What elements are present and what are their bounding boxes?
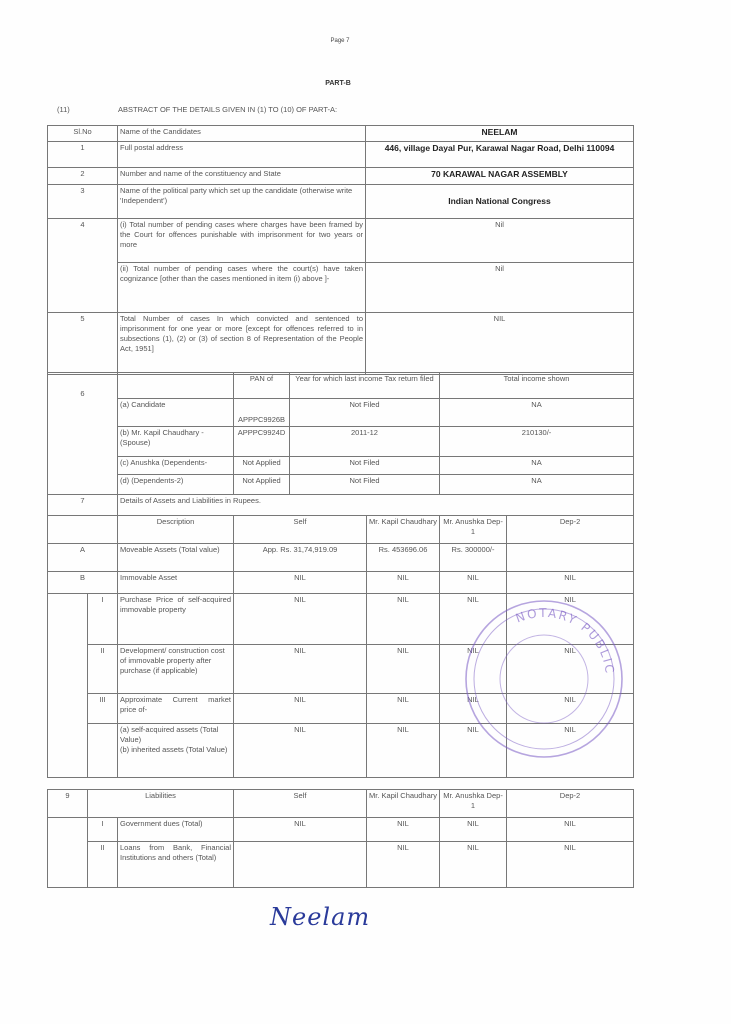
sl-no: 7 (48, 495, 118, 516)
handwritten-signature: Neelam (270, 903, 371, 931)
table-row (48, 457, 634, 475)
part-heading: PART-B (325, 80, 351, 87)
inherited-label: (b) inherited assets (Total Value) (120, 745, 228, 755)
sub-no: I (88, 594, 118, 645)
income-header: Total income shown (440, 373, 634, 399)
pan-number: APPPC9924D (234, 427, 290, 457)
row-label: Development/ construction cost of immovable property after purchase (if applicable) (118, 645, 234, 694)
table-row (48, 185, 634, 219)
dep2-value: NIL (507, 694, 634, 724)
row-label: (ii) Total number of pending cases where the court(s) have taken cognizance [other than the cases mentioned in item (i) above ]- (118, 263, 366, 313)
return-year: Not Filed (290, 475, 440, 495)
dep1-value: NIL (440, 572, 507, 594)
sub-no: II (88, 842, 118, 888)
table-row (48, 475, 634, 495)
spouse-value: NIL (367, 645, 440, 694)
row-label: Purchase Price of self-acquired immovable property (118, 594, 234, 645)
table-row (48, 219, 634, 263)
sl-no: 2 (48, 168, 118, 185)
sl-no: 3 (48, 185, 118, 219)
year-header: Year for which last income Tax return filed (290, 373, 440, 399)
total-income: NA (440, 457, 634, 475)
dep2-value (507, 544, 634, 572)
spouse-value: NIL (367, 724, 440, 778)
return-year: 2011-12 (290, 427, 440, 457)
table-row (48, 495, 634, 516)
spouse-value: NIL (367, 842, 440, 888)
dep2-header: Dep-2 (507, 790, 634, 818)
dep2-value: NIL (507, 594, 634, 645)
dep1-header: Mr. Anushka Dep-1 (440, 516, 507, 544)
spouse-header: Mr. Kapil Chaudhary (367, 516, 440, 544)
self-value: App. Rs. 31,74,919.09 (234, 544, 367, 572)
sub-no: I (88, 818, 118, 842)
dep1-value: NIL (440, 724, 507, 778)
table-row (48, 313, 634, 375)
person-label: (a) Candidate (118, 399, 234, 427)
dep2-value: NIL (507, 645, 634, 694)
sub-no: II (88, 645, 118, 694)
row-label: Approximate Current market price of- (118, 694, 234, 724)
blank-cell (48, 516, 118, 544)
dep2-value: NIL (507, 572, 634, 594)
pan-header: PAN of (234, 373, 290, 399)
return-year: Not Filed (290, 457, 440, 475)
table-row (48, 594, 634, 645)
self-value: NIL (234, 694, 367, 724)
row-label: Number and name of the constituency and State (118, 168, 366, 185)
political-party: Indian National Congress (366, 185, 634, 219)
candidate-details-table (47, 125, 634, 375)
spouse-value: Rs. 453696.06 (367, 544, 440, 572)
row-label: Government dues (Total) (118, 818, 234, 842)
table-row (48, 544, 634, 572)
dep1-value: NIL (440, 842, 507, 888)
row-label: (i) Total number of pending cases where charges have been framed by the Court for offences punishable with imprisonment for two years or more (118, 219, 366, 263)
total-income: NA (440, 475, 634, 495)
self-value: NIL (234, 645, 367, 694)
liabilities-table (47, 789, 634, 888)
row-label: Full postal address (118, 142, 366, 168)
sub-no: III (88, 694, 118, 724)
table-row (48, 724, 634, 778)
dep2-value: NIL (507, 724, 634, 778)
self-value (234, 842, 367, 888)
table-row (48, 645, 634, 694)
dep1-value: Rs. 300000/- (440, 544, 507, 572)
row-label: Immovable Asset (118, 572, 234, 594)
pan-number: Not Applied (234, 457, 290, 475)
sl-no-header: Sl.No (48, 126, 118, 142)
person-label: (c) Anushka (Dependents- (118, 457, 234, 475)
assets-title: Details of Assets and Liabilities in Rupees. (118, 495, 634, 516)
table-row (48, 842, 634, 888)
stamp-text: NOTARY PUBLIC (513, 605, 617, 676)
total-income: 210130/- (440, 427, 634, 457)
dep1-value: NIL (440, 594, 507, 645)
page-number: Page 7 (330, 38, 350, 44)
assets-table (47, 494, 634, 778)
candidate-name: NEELAM (366, 126, 634, 142)
blank-cell (48, 594, 88, 778)
table-row (48, 142, 634, 168)
self-value: NIL (234, 818, 367, 842)
constituency: 70 KARAWAL NAGAR ASSEMBLY (366, 168, 634, 185)
blank-cell (48, 818, 88, 888)
postal-address: 446, village Dayal Pur, Karawal Nagar Road, Delhi 110094 (366, 142, 634, 168)
table-row (48, 572, 634, 594)
section-number: (11) (57, 105, 70, 114)
total-income: NA (440, 399, 634, 427)
description-header: Description (118, 516, 234, 544)
table-row (48, 399, 634, 427)
row-label: Total Number of cases In which convicted and sentenced to imprisonment for one year or more [except for offences referred to in subsections (1), (2) or (3) of section 8 of Representation of the People Act, 1951] (118, 313, 366, 375)
self-acquired-label: (a) self-acquired assets (Total Value) (120, 725, 219, 745)
self-header: Self (234, 516, 367, 544)
sl-no: B (48, 572, 118, 594)
sl-no: 1 (48, 142, 118, 168)
abstract-heading: ABSTRACT OF THE DETAILS GIVEN IN (1) TO (10) OF PART-A: (118, 105, 338, 114)
self-value: NIL (234, 724, 367, 778)
liabilities-header: Liabilities (88, 790, 234, 818)
sl-no: 9 (48, 790, 88, 818)
table-row (48, 126, 634, 142)
self-header: Self (234, 790, 367, 818)
row-label: Name of the Candidates (118, 126, 366, 142)
table-row (48, 818, 634, 842)
spouse-value: NIL (367, 572, 440, 594)
blank-cell (118, 373, 234, 399)
return-year: Not Filed (290, 399, 440, 427)
pan-number: APPPC9926B (234, 399, 290, 427)
income-tax-table (47, 372, 634, 495)
dep2-value: NIL (507, 818, 634, 842)
spouse-value: NIL (367, 694, 440, 724)
convicted-cases: NIL (366, 313, 634, 375)
person-label: (b) Mr. Kapil Chaudhary - (Spouse) (118, 427, 234, 457)
table-row (48, 373, 634, 399)
table-row (48, 427, 634, 457)
table-row (48, 263, 634, 313)
dep2-value: NIL (507, 842, 634, 888)
spouse-value: NIL (367, 594, 440, 645)
dep1-value: NIL (440, 818, 507, 842)
pending-cases-cognizance: Nil (366, 263, 634, 313)
row-label: Loans from Bank, Financial Institutions and others (Total) (118, 842, 234, 888)
spouse-header: Mr. Kapil Chaudhary (367, 790, 440, 818)
table-row (48, 516, 634, 544)
sl-no: A (48, 544, 118, 572)
dep1-value: NIL (440, 694, 507, 724)
blank-cell (88, 724, 118, 778)
dep1-value: NIL (440, 645, 507, 694)
table-row (48, 168, 634, 185)
table-row (48, 790, 634, 818)
person-label: (d) (Dependents-2) (118, 475, 234, 495)
spouse-value: NIL (367, 818, 440, 842)
pan-number: Not Applied (234, 475, 290, 495)
row-label: Moveable Assets (Total value) (118, 544, 234, 572)
sl-no: 6 (48, 373, 118, 495)
self-value: NIL (234, 572, 367, 594)
dep1-header: Mr. Anushka Dep-1 (440, 790, 507, 818)
row-label: Name of the political party which set up the candidate (otherwise write 'Independent') (118, 185, 366, 219)
table-row (48, 694, 634, 724)
sl-no: 5 (48, 313, 118, 375)
sl-no: 4 (48, 219, 118, 313)
row-label (118, 724, 234, 778)
dep2-header: Dep-2 (507, 516, 634, 544)
self-value: NIL (234, 594, 367, 645)
pending-cases-framed: Nil (366, 219, 634, 263)
